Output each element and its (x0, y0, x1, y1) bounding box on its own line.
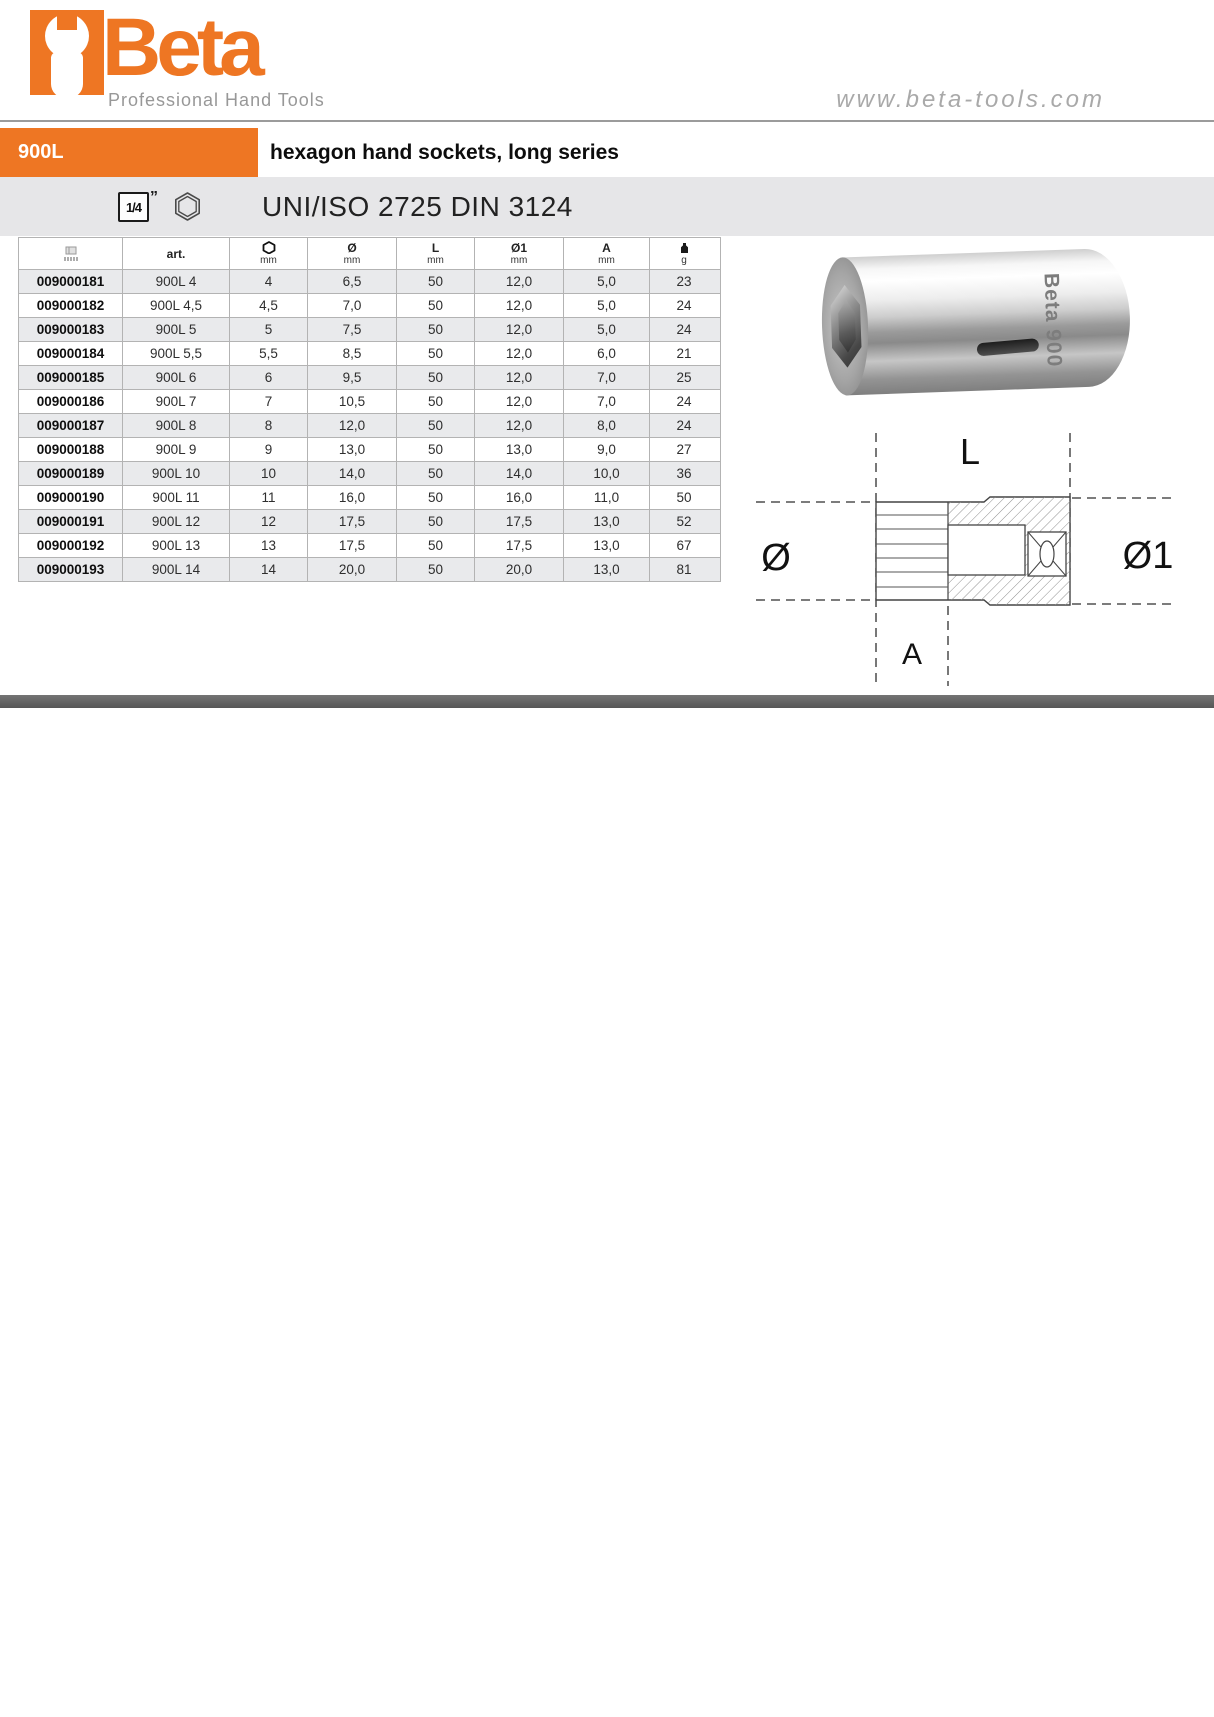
cell-depth: 13,0 (563, 510, 649, 533)
dim-length-label: L (959, 431, 981, 472)
cell-hex-size: 13 (229, 534, 307, 557)
column-header-hex: mm (229, 238, 307, 269)
hex-socket-icon (262, 241, 276, 254)
cell-diameter: 16,0 (307, 486, 396, 509)
cell-length: 50 (396, 414, 474, 437)
cell-length: 50 (396, 390, 474, 413)
cell-hex-size: 4,5 (229, 294, 307, 317)
cell-art: 900L 9 (122, 438, 229, 461)
cell-weight: 67 (649, 534, 718, 557)
cell-weight: 24 (649, 294, 718, 317)
cell-depth: 13,0 (563, 534, 649, 557)
cell-depth: 9,0 (563, 438, 649, 461)
table-row (19, 365, 720, 389)
cell-hex-size: 5,5 (229, 342, 307, 365)
table-row (19, 341, 720, 365)
cell-art: 900L 4 (122, 270, 229, 293)
cell-hex-size: 6 (229, 366, 307, 389)
table-row (19, 509, 720, 533)
cell-length: 50 (396, 318, 474, 341)
column-header-a: A mm (563, 238, 649, 269)
drawing-square-drive (1028, 532, 1066, 576)
cell-length: 50 (396, 558, 474, 581)
cell-art: 900L 8 (122, 414, 229, 437)
column-header-code (19, 238, 122, 269)
cell-code: 009000187 (36, 418, 105, 433)
cell-diameter1: 16,0 (474, 486, 563, 509)
drawing-cavity (948, 525, 1025, 575)
wrench-handle-shape (51, 52, 83, 95)
cell-diameter: 6,5 (307, 270, 396, 293)
cell-depth: 6,0 (563, 342, 649, 365)
cell-code: 009000183 (36, 322, 105, 337)
cell-weight: 36 (649, 462, 718, 485)
cell-depth: 7,0 (563, 390, 649, 413)
product-photo (806, 244, 1136, 401)
cell-depth: 5,0 (563, 270, 649, 293)
barcode-icon (61, 246, 81, 262)
cell-diameter: 17,5 (307, 534, 396, 557)
cell-length: 50 (396, 342, 474, 365)
cell-code: 009000192 (36, 538, 105, 553)
cell-length: 50 (396, 486, 474, 509)
hexagon-icon (172, 191, 203, 222)
cell-diameter1: 13,0 (474, 438, 563, 461)
column-header-d: Ø mm (307, 238, 396, 269)
cell-length: 50 (396, 510, 474, 533)
cell-weight: 24 (649, 318, 718, 341)
cell-art: 900L 4,5 (122, 294, 229, 317)
cell-depth: 11,0 (563, 486, 649, 509)
table-body (19, 269, 720, 581)
products-table (18, 237, 721, 582)
cell-diameter: 14,0 (307, 462, 396, 485)
cell-code: 009000182 (36, 298, 105, 313)
cell-diameter: 20,0 (307, 558, 396, 581)
inch-mark: ” (150, 189, 158, 206)
cell-art: 900L 12 (122, 510, 229, 533)
cell-code: 009000181 (36, 274, 105, 289)
cell-hex-size: 4 (229, 270, 307, 293)
cell-weight: 25 (649, 366, 718, 389)
cell-depth: 13,0 (563, 558, 649, 581)
cell-diameter1: 14,0 (474, 462, 563, 485)
cell-art: 900L 13 (122, 534, 229, 557)
table-row (19, 557, 720, 581)
photo-engraving: Beta 900 (1039, 272, 1066, 368)
table-row (19, 269, 720, 293)
cell-hex-size: 12 (229, 510, 307, 533)
cell-art: 900L 10 (122, 462, 229, 485)
cell-art: 900L 5,5 (122, 342, 229, 365)
cell-code: 009000185 (36, 370, 105, 385)
cell-hex-size: 5 (229, 318, 307, 341)
cell-diameter1: 12,0 (474, 390, 563, 413)
cell-length: 50 (396, 462, 474, 485)
cell-code: 009000186 (36, 394, 105, 409)
cell-depth: 7,0 (563, 366, 649, 389)
cell-hex-size: 8 (229, 414, 307, 437)
table-row (19, 485, 720, 509)
cell-diameter1: 12,0 (474, 414, 563, 437)
cell-diameter: 7,5 (307, 318, 396, 341)
cell-length: 50 (396, 366, 474, 389)
brand-tagline: Professional Hand Tools (108, 90, 325, 110)
page-title: hexagon hand sockets, long series (270, 141, 619, 164)
cell-diameter: 10,5 (307, 390, 396, 413)
tech-drawing (688, 398, 1193, 698)
cell-code: 009000190 (36, 490, 105, 505)
cell-diameter: 7,0 (307, 294, 396, 317)
cell-code: 009000191 (36, 514, 105, 529)
cell-hex-size: 14 (229, 558, 307, 581)
cell-diameter: 9,5 (307, 366, 396, 389)
cell-weight: 27 (649, 438, 718, 461)
cell-weight: 24 (649, 390, 718, 413)
cell-depth: 8,0 (563, 414, 649, 437)
cell-hex-size: 10 (229, 462, 307, 485)
cell-length: 50 (396, 534, 474, 557)
cell-depth: 5,0 (563, 294, 649, 317)
brand-wordmark: Beta (102, 2, 260, 93)
cell-hex-size: 7 (229, 390, 307, 413)
dim-diameter-label: Ø (761, 537, 791, 579)
cell-art: 900L 11 (122, 486, 229, 509)
spec-band (0, 177, 1214, 236)
website-link[interactable]: www.beta-tools.com (836, 86, 1105, 113)
standard-text: UNI/ISO 2725 DIN 3124 (262, 191, 573, 222)
column-header-l: L mm (396, 238, 474, 269)
table-row (19, 293, 720, 317)
table-header-row (19, 238, 720, 269)
cell-weight: 50 (649, 486, 718, 509)
cell-hex-size: 9 (229, 438, 307, 461)
cell-diameter: 12,0 (307, 414, 396, 437)
table-row (19, 437, 720, 461)
column-header-weight: g (649, 238, 718, 269)
cell-weight: 21 (649, 342, 718, 365)
cell-weight: 24 (649, 414, 718, 437)
cell-diameter1: 12,0 (474, 366, 563, 389)
cell-diameter: 8,5 (307, 342, 396, 365)
cell-art: 900L 5 (122, 318, 229, 341)
cell-weight: 23 (649, 270, 718, 293)
cell-code: 009000188 (36, 442, 105, 457)
cell-diameter1: 17,5 (474, 534, 563, 557)
cell-diameter: 17,5 (307, 510, 396, 533)
model-label: 900L (18, 141, 64, 163)
cell-length: 50 (396, 270, 474, 293)
cell-depth: 10,0 (563, 462, 649, 485)
cell-art: 900L 7 (122, 390, 229, 413)
cell-weight: 52 (649, 510, 718, 533)
table-row (19, 389, 720, 413)
table-row (19, 533, 720, 557)
cell-hex-size: 11 (229, 486, 307, 509)
cell-code: 009000193 (36, 562, 105, 577)
cell-code: 009000184 (36, 346, 105, 361)
cell-diameter1: 12,0 (474, 342, 563, 365)
cell-length: 50 (396, 294, 474, 317)
header-divider (0, 120, 1214, 122)
cell-art: 900L 14 (122, 558, 229, 581)
column-header-d1: Ø1 mm (474, 238, 563, 269)
cell-diameter1: 12,0 (474, 270, 563, 293)
model-banner (0, 128, 258, 177)
cell-diameter: 13,0 (307, 438, 396, 461)
cell-diameter1: 12,0 (474, 318, 563, 341)
cell-art: 900L 6 (122, 366, 229, 389)
dim-depth-label: A (901, 638, 923, 671)
quarter-inch-drive-icon: 1/4 (118, 192, 149, 222)
table-row (19, 461, 720, 485)
cell-depth: 5,0 (563, 318, 649, 341)
cell-diameter1: 17,5 (474, 510, 563, 533)
wrench-notch-shape (57, 10, 77, 30)
weight-icon (679, 242, 690, 254)
cell-diameter1: 20,0 (474, 558, 563, 581)
cell-diameter1: 12,0 (474, 294, 563, 317)
cell-weight: 81 (649, 558, 718, 581)
table-row (19, 413, 720, 437)
dim-diameter1-label: Ø1 (1122, 535, 1174, 577)
beta-logo-icon (30, 10, 104, 95)
bottom-separator-bar (0, 695, 1214, 708)
column-header-art: art. (122, 238, 229, 269)
table-row (19, 317, 720, 341)
cell-length: 50 (396, 438, 474, 461)
cell-code: 009000189 (36, 466, 105, 481)
